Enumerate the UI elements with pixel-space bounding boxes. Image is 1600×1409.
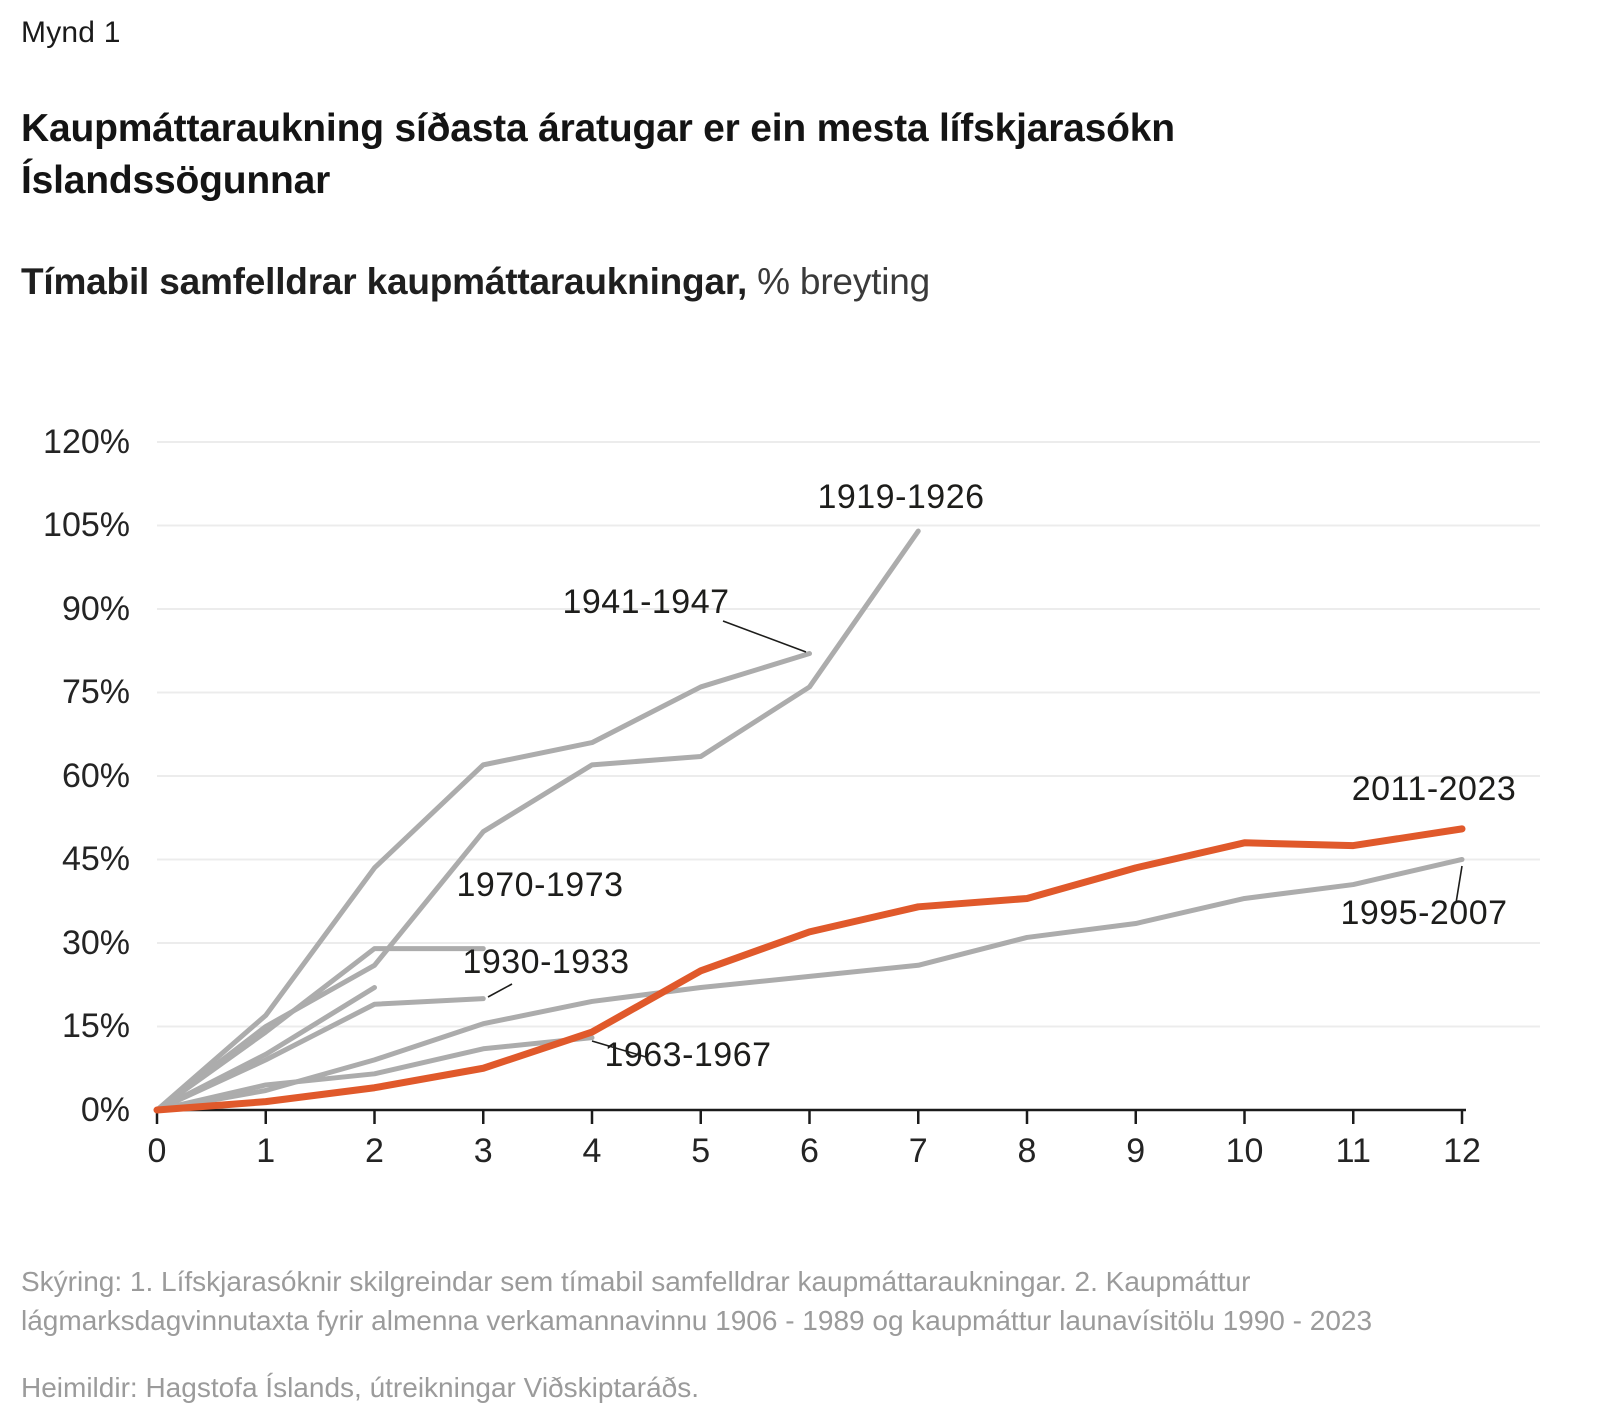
y-axis-label-30: 30% xyxy=(61,923,130,962)
y-axis-label-15: 15% xyxy=(61,1007,130,1046)
series-line-1919-1926 xyxy=(157,531,918,1110)
callout-line-1930-1933 xyxy=(488,984,512,997)
x-axis-label-7: 7 xyxy=(908,1132,928,1170)
x-axis-label-12: 12 xyxy=(1443,1132,1481,1170)
y-axis-label-105: 105% xyxy=(43,506,130,545)
series-label-1930-1933: 1930-1933 xyxy=(462,943,630,981)
series-label-1941-1947: 1941-1947 xyxy=(562,583,730,621)
y-axis-label-75: 75% xyxy=(61,673,130,712)
x-axis-label-3: 3 xyxy=(473,1132,493,1170)
x-axis-label-8: 8 xyxy=(1017,1132,1037,1170)
y-axis-label-90: 90% xyxy=(61,589,130,628)
x-axis-label-10: 10 xyxy=(1225,1132,1264,1170)
callout-line-1963-1967 xyxy=(592,1041,646,1057)
series-label-1963-1967: 1963-1967 xyxy=(604,1036,772,1074)
x-axis-label-9: 9 xyxy=(1126,1132,1146,1170)
x-axis-label-2: 2 xyxy=(365,1132,384,1170)
series-label-1970-1973: 1970-1973 xyxy=(456,866,624,904)
y-axis-label-45: 45% xyxy=(61,840,130,879)
x-axis-label-5: 5 xyxy=(691,1132,711,1170)
chart-subtitle-units: % breyting xyxy=(747,261,930,302)
y-axis-label-0: 0% xyxy=(80,1091,130,1129)
x-axis-label-1: 1 xyxy=(256,1132,276,1170)
figure-title-line-2: Íslandssögunnar xyxy=(21,159,331,202)
x-axis-label-4: 4 xyxy=(582,1132,602,1170)
x-axis-label-6: 6 xyxy=(800,1132,819,1170)
figure-title-line-1: Kaupmáttaraukning síðasta áratugar er ein mesta lífskjarasókn xyxy=(21,107,1175,150)
y-axis-label-60: 60% xyxy=(61,756,130,795)
series-label-1995-2007: 1995-2007 xyxy=(1340,894,1508,932)
footnote-sources: Heimildir: Hagstofa Íslands, útreikningar Viðskiptaráðs. xyxy=(21,1372,700,1403)
callout-line-1941-1947 xyxy=(723,621,806,652)
footnote-explanation: Skýring: 1. Lífskjarasóknir skilgreindar sem tímabil samfelldrar kaupmáttaraukningar. 2. Kaupmáttur lágmarksdagvinnutaxta fyrir almenna verkamannavinnu 1906 - 1989 og kaupmáttur launavísitölu 1990 - 2023 xyxy=(21,1266,1373,1336)
figure-number: Mynd 1 xyxy=(21,16,121,49)
series-label-2011-2023: 2011-2023 xyxy=(1351,770,1517,808)
callout-line-1995-2007 xyxy=(1456,866,1462,903)
x-axis-label-0: 0 xyxy=(147,1132,167,1170)
series-label-1919-1926: 1919-1926 xyxy=(817,478,985,516)
x-axis-label-11: 11 xyxy=(1335,1132,1371,1170)
chart-subtitle-main: Tímabil samfelldrar kaupmáttaraukningar, xyxy=(21,261,748,302)
y-axis-label-120: 120% xyxy=(43,422,130,461)
